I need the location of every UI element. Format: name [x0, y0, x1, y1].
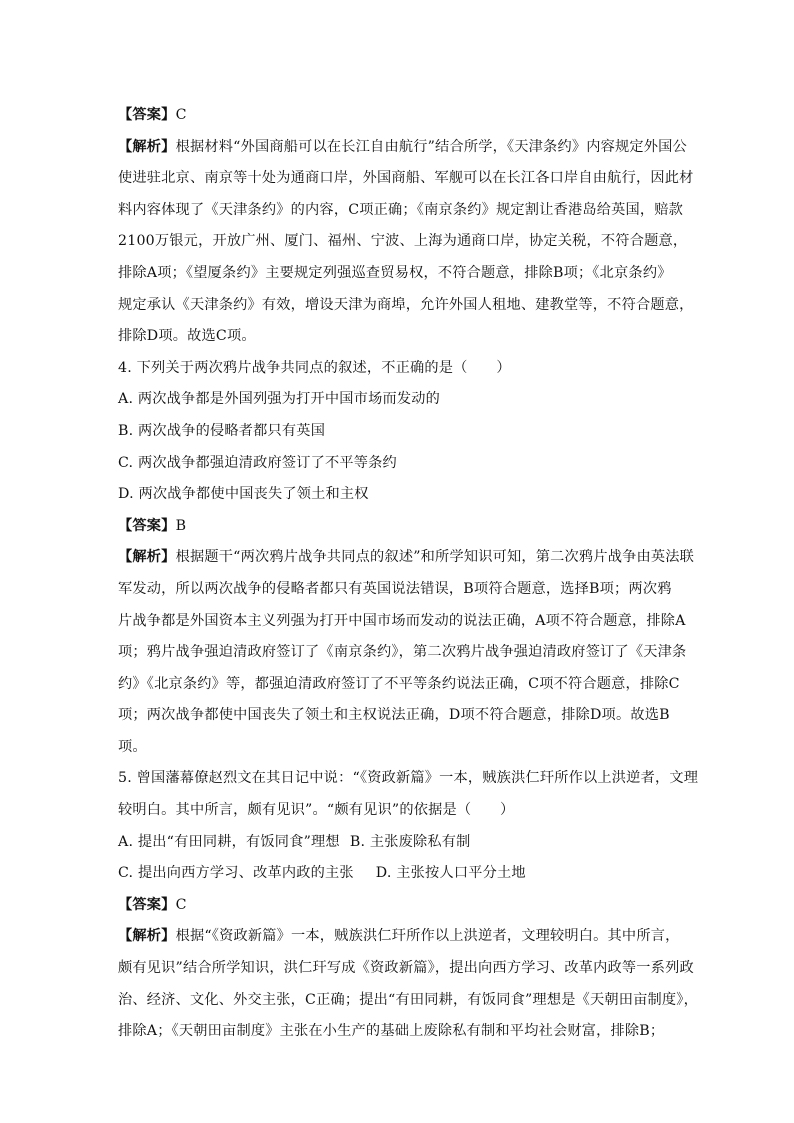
q5-option-d: D. 主张按人口平分土地	[375, 865, 526, 882]
q4-analysis-line: 【解析】根据题干“两次鸦片战争共同点的叙述”和所学知识可知，第二次鸦片战争由英法联	[118, 549, 695, 566]
analysis-label: 【解析】	[118, 138, 176, 155]
q5-options-row	[118, 827, 678, 859]
q3-analysis-line: 料内容体现了《天津条约》的内容，C项正确；《南京条约》规定割让香港岛给英国，赔款	[118, 201, 684, 218]
q3-analysis-line: 排除A项；《望厦条约》主要规定列强巡查贸易权，不符合题意，排除B项；《北京条约》	[118, 264, 672, 281]
answer-value: B	[175, 517, 187, 534]
q3-analysis-line: 【解析】根据材料“外国商船可以在长江自由航行”结合所学，《天津条约》内容规定外国公	[118, 138, 687, 155]
q4-option-a: A. 两次战争都是外国列强为打开中国市场而发动的	[118, 391, 441, 408]
answer-label: 【答案】	[118, 896, 176, 913]
q5-option-a: A. 提出“有田同耕，有饭同食”理想	[118, 833, 340, 850]
answer-value: C	[175, 107, 187, 123]
q4-analysis-line: 项；两次战争都使中国丧失了领土和主权说法正确，D项不符合题意，排除D项。故选B	[118, 707, 670, 724]
q3-analysis-line: 排除D项。故选C项。	[118, 328, 256, 345]
q4-analysis-line: 军发动，所以两次战争的侵略者都只有英国说法错误，B项符合题意，选择B项；两次鸦	[118, 580, 672, 597]
q5-stem: 5. 曾国藩幕僚赵烈文在其日记中说：“《资政新篇》一本，贼族洪仁玕所作以上洪逆者，文理	[118, 770, 699, 787]
q3-analysis-line: 规定承认《天津条约》有效，增设天津为商埠，允许外国人租地、建教堂等，不符合题意，	[118, 296, 694, 313]
q4-analysis-line: 项；鸦片战争强迫清政府签订了《南京条约》，第二次鸦片战争强迫清政府签订了《天津条	[118, 644, 687, 661]
analysis-label: 【解析】	[118, 928, 176, 945]
q4-option-d: D. 两次战争都使中国丧失了领土和主权	[118, 486, 369, 503]
q5-analysis-line: 颇有见识”结合所学知识，洪仁玕写成《资政新篇》，提出向西方学习、改革内政等一系列政	[118, 960, 694, 977]
q4-analysis-line: 项。	[118, 738, 147, 755]
document-page	[118, 100, 699, 1048]
q3-answer	[118, 100, 678, 132]
analysis-label: 【解析】	[118, 549, 176, 566]
q5-stem: 较明白。其中所言，颇有见识”。“颇有见识”的依据是（ ）	[118, 802, 515, 819]
q5-analysis-line: 治、经济、文化、外交主张，C正确；提出“有田同耕，有饭同食”理想是《天朝田亩制度》，	[118, 991, 698, 1008]
q3-analysis-line: 2100万银元，开放广州、厦门、福州、宁波、上海为通商口岸，协定关税，不符合题意，	[118, 233, 688, 250]
answer-label: 【答案】	[118, 107, 176, 123]
answer-value: C	[175, 896, 187, 913]
q5-option-c: C. 提出向西方学习、改革内政的主张	[118, 865, 354, 882]
q4-analysis-line: 约》《北京条约》等，都强迫清政府签订了不平等条约说法正确，C项不符合题意，排除C	[118, 675, 680, 692]
q5-options-row	[118, 858, 678, 890]
q5-option-b: B. 主张废除私有制	[349, 833, 471, 850]
q4-answer	[118, 511, 678, 543]
q4-option-b: B. 两次战争的侵略者都只有英国	[118, 422, 326, 439]
q5-analysis-line: 【解析】根据“《资政新篇》一本，贼族洪仁玕所作以上洪逆者，文理较明白。其中所言，	[118, 928, 680, 945]
q4-stem: 4. 下列关于两次鸦片战争共同点的叙述，不正确的是（ ）	[118, 359, 511, 376]
answer-label: 【答案】	[118, 517, 176, 534]
q3-analysis-line: 使进驻北京、南京等十处为通商口岸，外国商船、军舰可以在长江各口岸自由航行，因此材	[118, 170, 694, 187]
q5-analysis-line: 排除A；《天朝田亩制度》主张在小生产的基础上废除私有制和平均社会财富，排除B；	[118, 1023, 665, 1040]
q5-answer	[118, 890, 678, 922]
q4-option-c: C. 两次战争都强迫清政府签订了不平等条约	[118, 454, 397, 471]
q4-analysis-line: 片战争都是外国资本主义列强为打开中国市场而发动的说法正确，A项不符合题意，排除A	[118, 612, 686, 629]
